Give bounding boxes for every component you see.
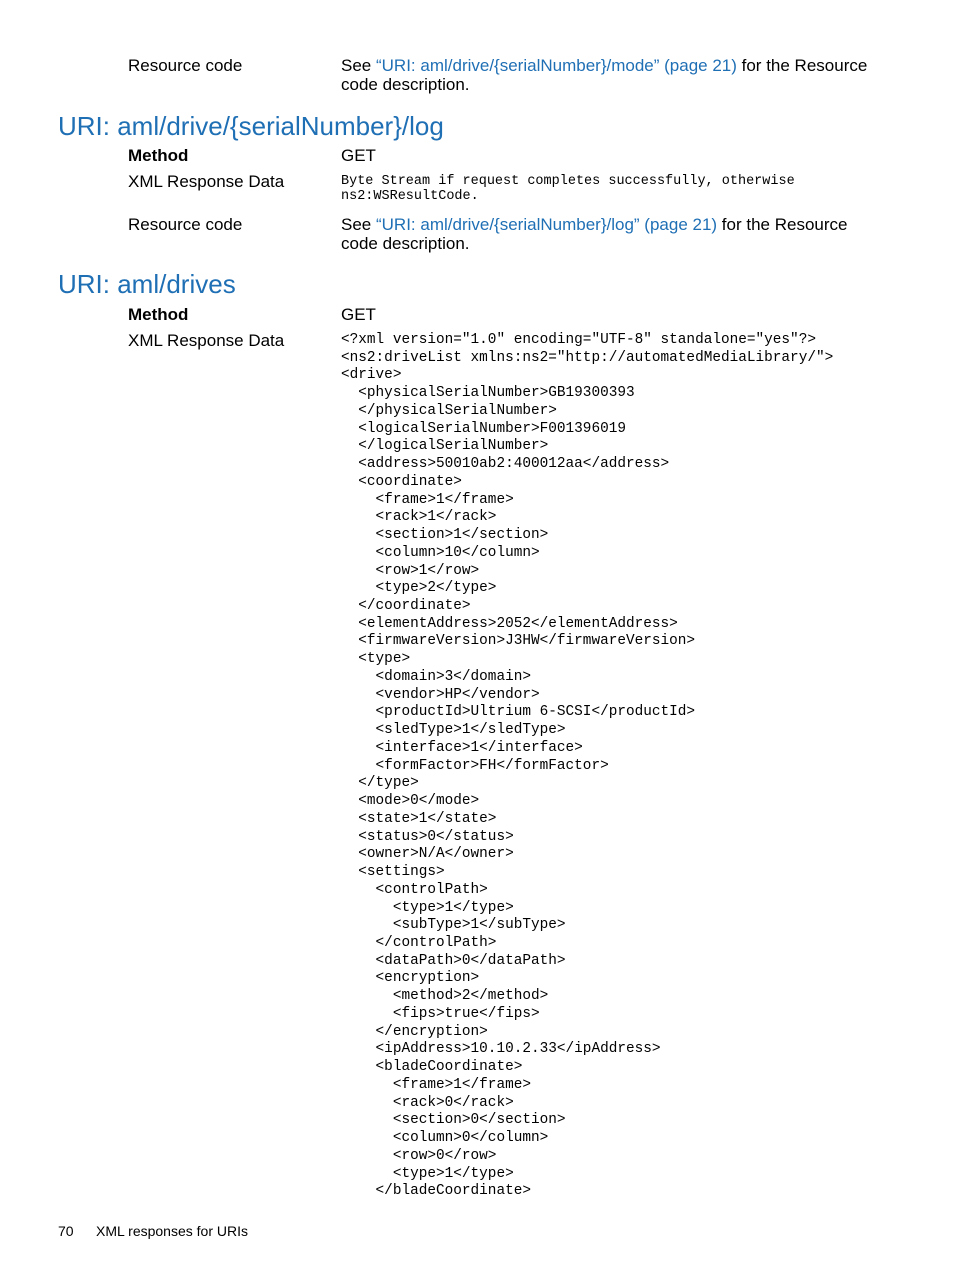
log-method-label: Method [128, 146, 189, 165]
drives-xml-code: <?xml version="1.0" encoding="UTF-8" standalone="yes"?> <ns2:driveList xmlns:ns2="http://automatedMediaLibrary/"> <drive> <physicalSerialNumber>GB19300393 </physicalSerialNumber> <logicalSerialNumber>F001396019 </logicalSerialNumber> <address>50010ab2:400012aa</address> <coordinate> <frame>1</frame> <rack>1</rack> <section>1</section> <column>10</column> <row>1</row> <type>2</type> </coordinate> <elementAddress>2052</elementAddress> <firmwareVersion>J3HW</firmwareVersion> <type> <domain>3</domain> <vendor>HP</vendor> <productId>Ultrium 6-SCSI</productId> <sledType>1</sledType> <interface>1</interface> <formFactor>FH</formFactor> </type> <mode>0</mode> <state>1</state> <status>0</status> <owner>N/A</owner> <settings> <controlPath> <type>1</type> <subType>1</subType> </controlPath> <dataPath>0</dataPath> <encryption> <method>2</method> <fips>true</fips> </encryption> <ipAddress>10.10.2.33</ipAddress> <bladeCoordinate> <frame>1</frame> <rack>0</rack> <section>0</section> <column>0</column> <row>0</row> <type>1</type> </bladeCoordinate> [341, 332, 834, 1200]
section-log-heading: URI: aml/drive/{serialNumber}/log [58, 111, 444, 141]
log-xml-value: Byte Stream if request completes successfully, otherwise ns2:WSResultCode. [341, 174, 795, 204]
top-resource-prefix: See [341, 56, 376, 75]
top-resource-label: Resource code [128, 56, 243, 75]
log-xml-label: XML Response Data [128, 172, 285, 191]
page-footer [58, 1221, 248, 1241]
drives-xml-label: XML Response Data [128, 331, 285, 350]
footer-title: XML responses for URIs [96, 1223, 248, 1239]
top-resource-link[interactable]: “URI: aml/drive/{serialNumber}/mode” (page 21) [375, 56, 737, 75]
log-method-value: GET [341, 146, 376, 165]
log-resource-prefix: See [341, 215, 376, 234]
top-resource-suffix: for the Resource code description. [341, 56, 868, 94]
top-resource-value [341, 56, 881, 94]
section-drives-heading: URI: aml/drives [58, 269, 236, 299]
log-resource-suffix: for the Resource code description. [341, 215, 848, 253]
drives-method-label: Method [128, 305, 189, 324]
page-number: 70 [58, 1223, 74, 1239]
drives-method-value: GET [341, 305, 376, 324]
log-resource-value [341, 215, 881, 253]
log-resource-link[interactable]: “URI: aml/drive/{serialNumber}/log” (page 21) [375, 215, 718, 234]
log-resource-label: Resource code [128, 215, 243, 234]
